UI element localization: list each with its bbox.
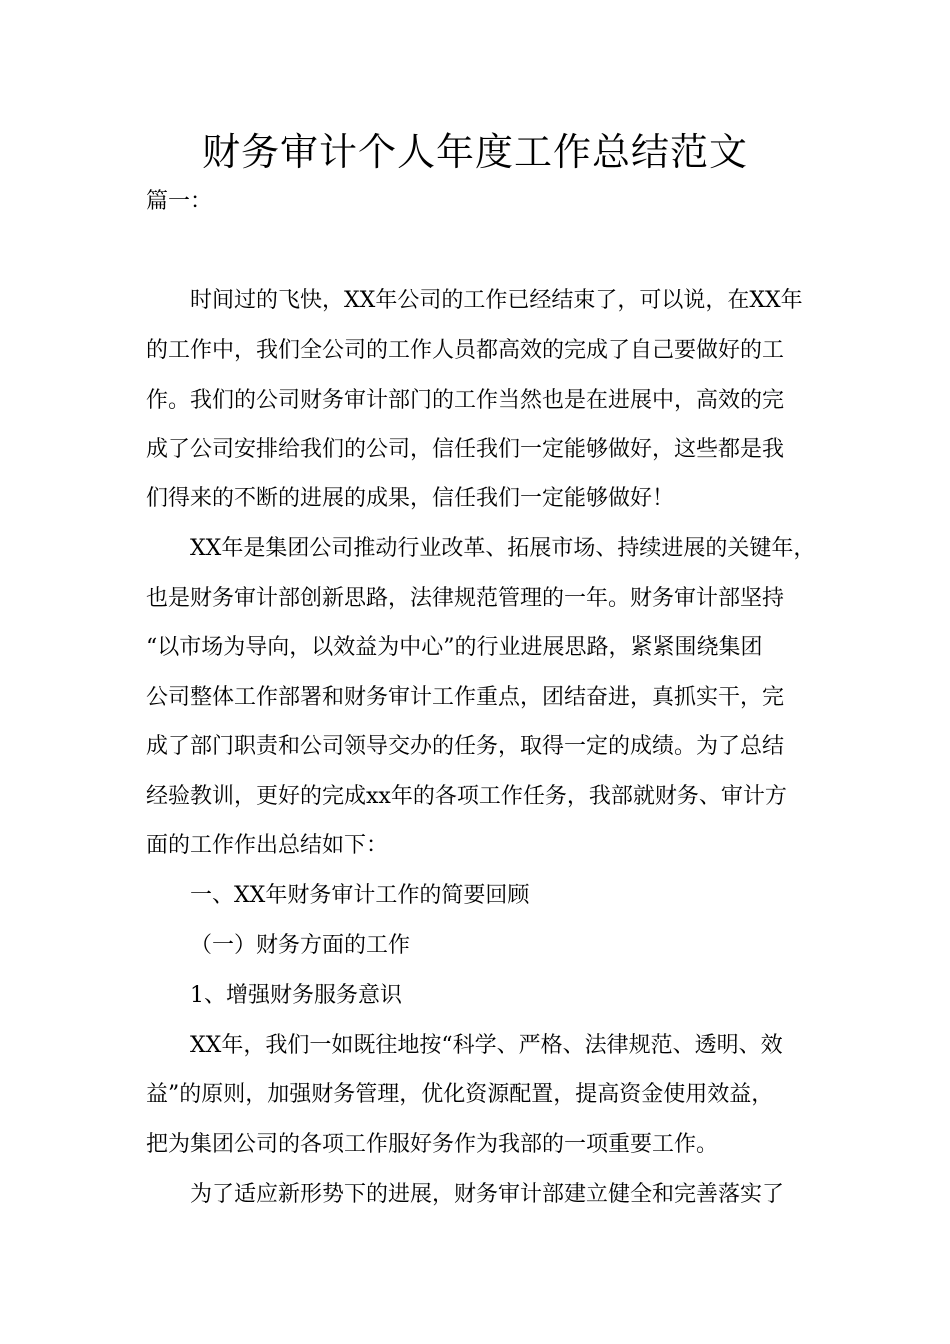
paragraph-line: 益”的原则，加强财务管理，优化资源配置，提高资金使用效益， [146, 1082, 774, 1107]
paragraph-line: 为了适应新形势下的进展，财务审计部建立健全和完善落实了 [190, 1182, 785, 1207]
paragraph-line: 作。我们的公司财务审计部门的工作当然也是在进展中，高效的完 [146, 388, 785, 413]
paragraph-line: 把为集团公司的各项工作服好务作为我部的一项重要工作。 [146, 1132, 719, 1157]
paragraph-line: 成了部门职责和公司领导交办的任务，取得一定的成绩。为了总结 [146, 734, 785, 759]
paragraph-line: 也是财务审计部创新思路，法律规范管理的一年。财务审计部坚持 [146, 586, 785, 611]
paragraph-line: XX年，我们一如既往地按“科学、严格、法律规范、透明、效 [190, 1033, 783, 1058]
paragraph-line: 公司整体工作部署和财务审计工作重点，团结奋进，真抓实干，完 [146, 685, 785, 710]
paragraph-line: 们得来的不断的进展的成果，信任我们一定能够做好！ [146, 486, 675, 511]
subsection-heading: （一）财务方面的工作 [190, 933, 411, 958]
document-title: 财务审计个人年度工作总结范文 [201, 130, 748, 174]
paragraph-line: 的工作中，我们全公司的工作人员都高效的完成了自己要做好的工 [146, 338, 785, 363]
paragraph-line: XX年是集团公司推动行业改革、拓展市场、持续进展的关键年， [190, 536, 816, 561]
paragraph-line: “以市场为导向，以效益为中心”的行业进展思路，紧紧围绕集团 [146, 635, 763, 660]
paragraph-line: 面的工作作出总结如下： [146, 833, 389, 858]
paragraph-line: 成了公司安排给我们的公司，信任我们一定能够做好，这些都是我 [146, 437, 785, 462]
item-heading: 1、增强财务服务意识 [190, 983, 402, 1008]
section-label: 篇一： [146, 189, 213, 214]
paragraph-line: 经验教训，更好的完成xx年的各项工作任务，我部就财务、审计方 [146, 784, 787, 809]
section-heading: 一、XX年财务审计工作的简要回顾 [190, 883, 530, 908]
paragraph-line: 时间过的飞快，XX年公司的工作已经结束了，可以说，在XX年 [190, 288, 803, 313]
